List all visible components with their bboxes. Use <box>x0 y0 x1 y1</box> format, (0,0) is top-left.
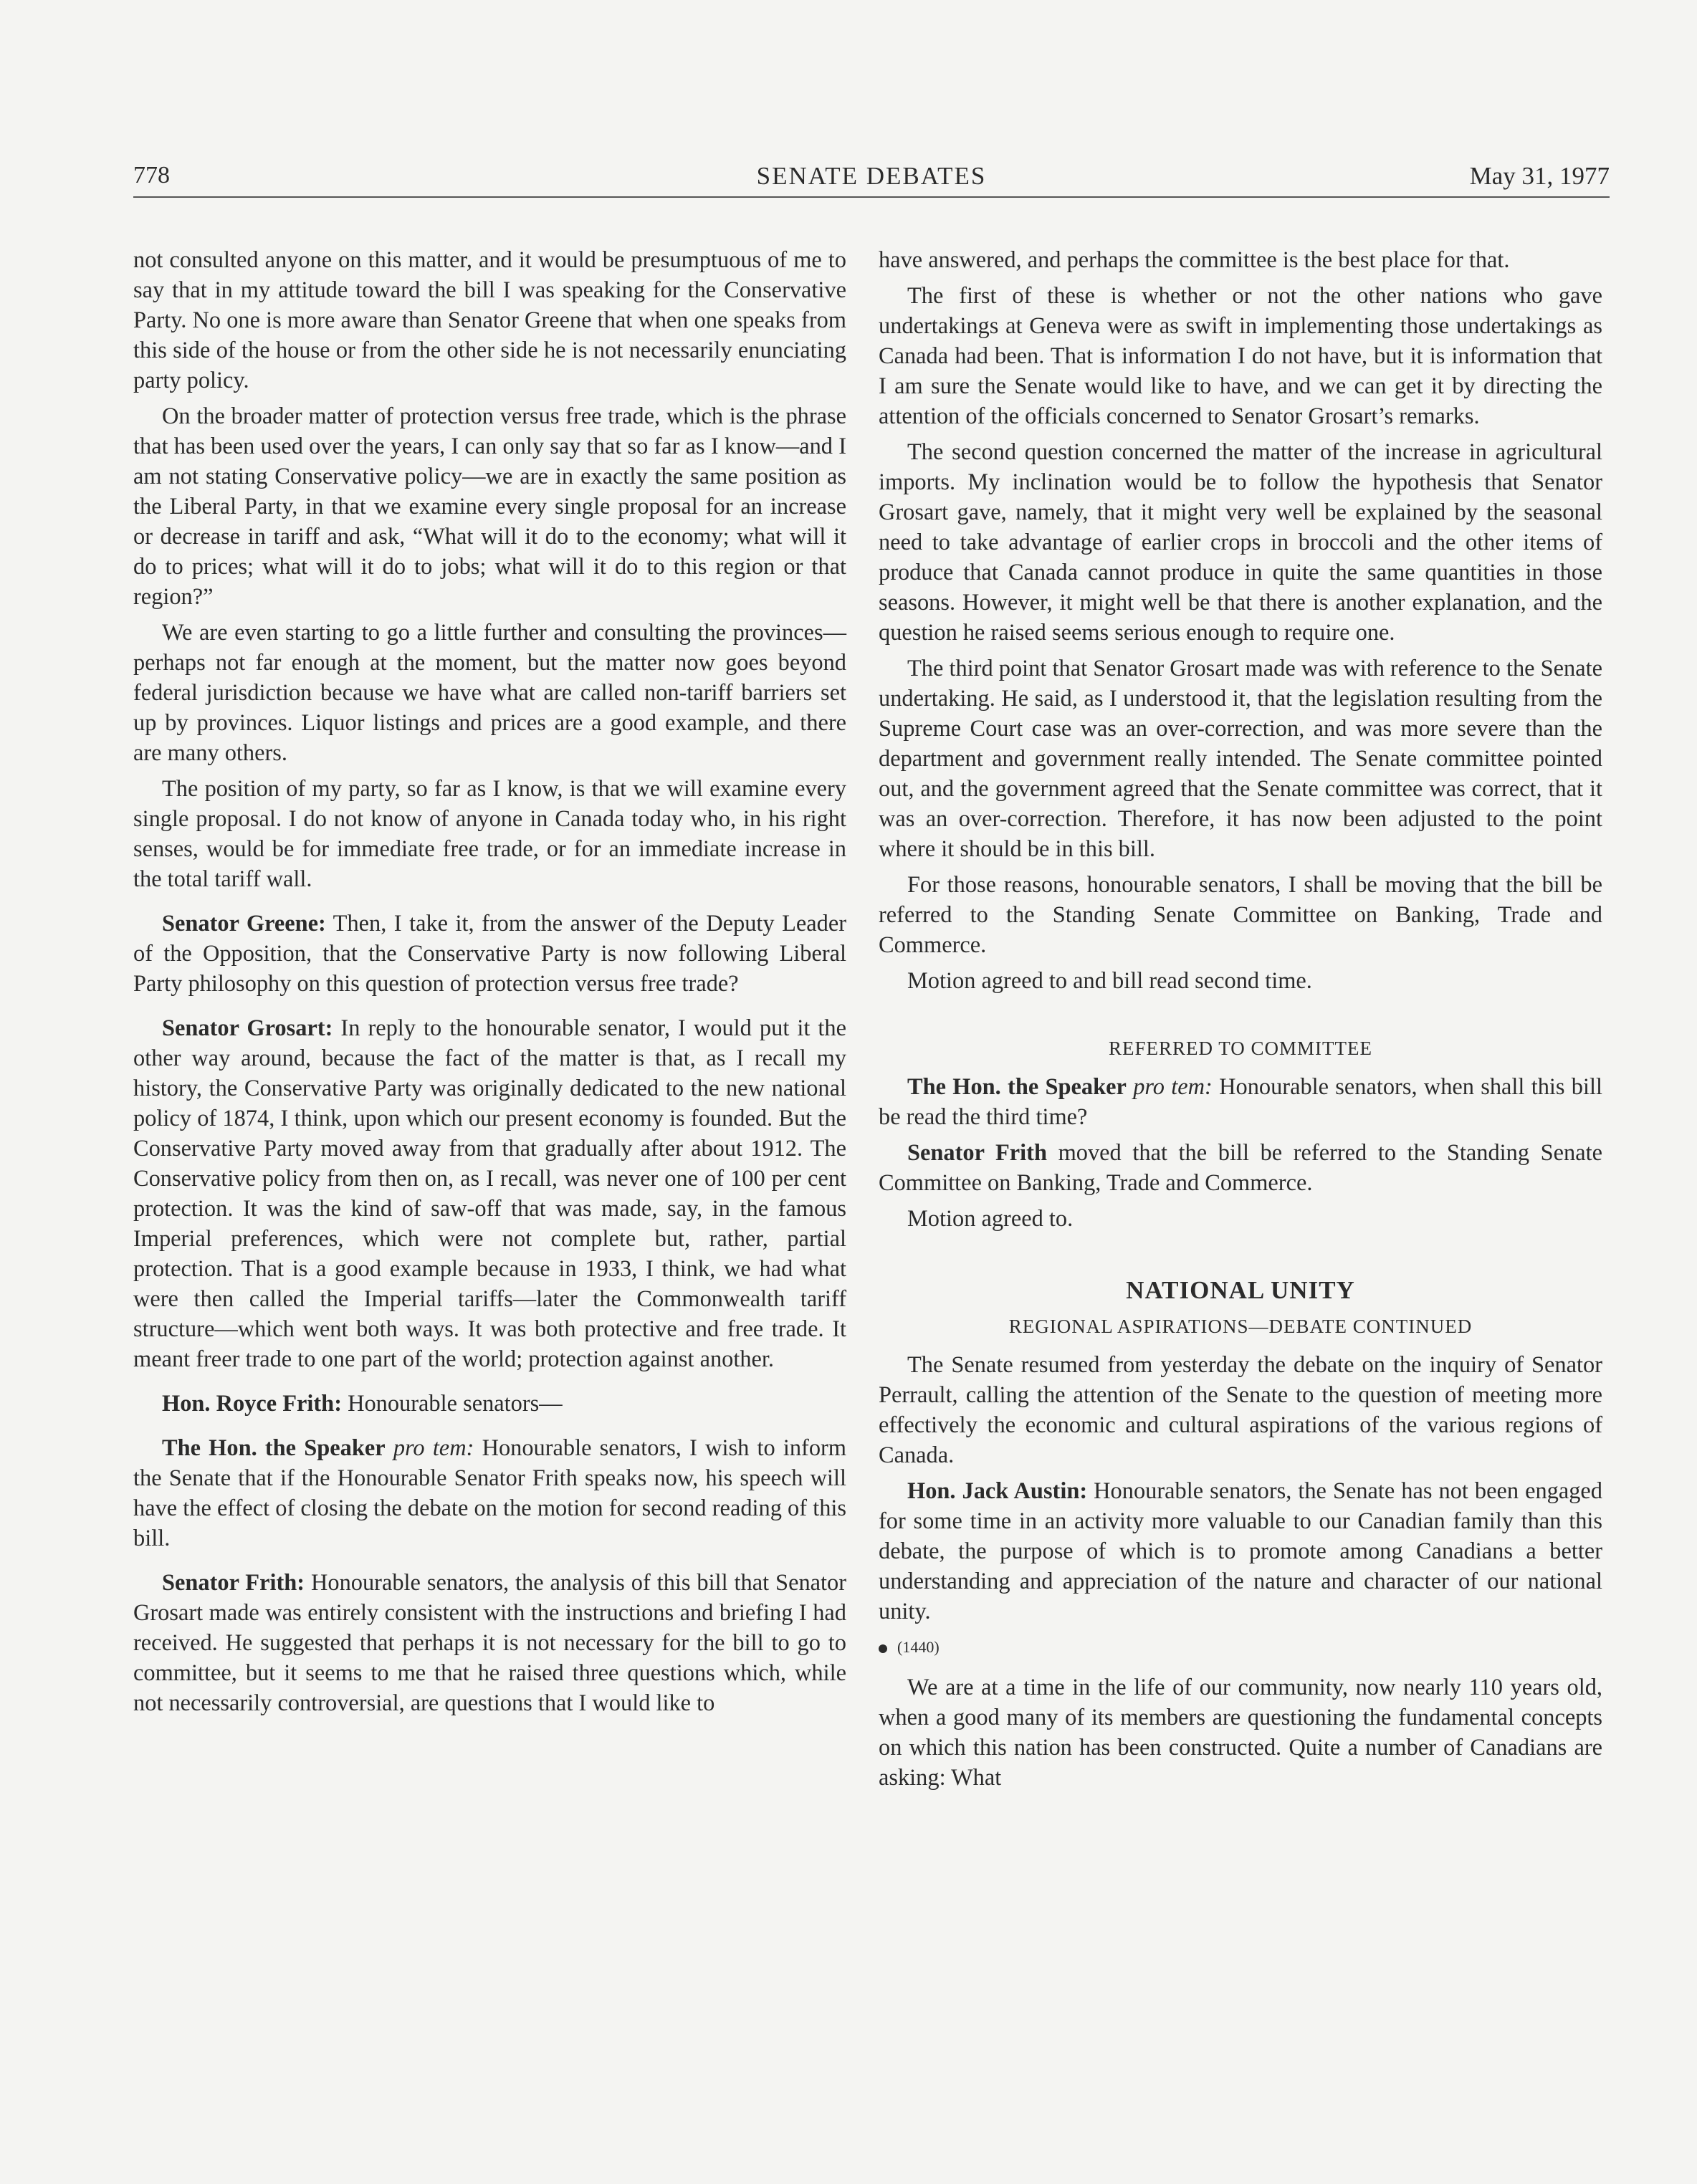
speaker-name: Hon. Royce Frith: <box>162 1391 342 1417</box>
section-subheading: REGIONAL ASPIRATIONS—DEBATE CONTINUED <box>1008 1316 1473 1337</box>
speech-text: Honourable senators— <box>341 1391 563 1417</box>
speaker-name: The Hon. the Speaker <box>162 1435 386 1461</box>
time-marker <box>879 1632 1602 1662</box>
paragraph: The position of my party, so far as I know, is that we will examine every single proposal. I do not know of anyone in Canada today who, in his right senses, would be for immediate free trade, or for an immediate increase in the total tariff wall. <box>133 776 846 892</box>
publication-title: SENATE DEBATES <box>756 162 987 190</box>
speech-paragraph <box>133 1389 846 1419</box>
paragraph: have answered, and perhaps the committee is the best place for that. <box>879 247 1510 273</box>
page-date: May 31, 1977 <box>1469 162 1610 190</box>
bullet-icon <box>879 1644 887 1653</box>
paragraph: Motion agreed to and bill read second time. <box>907 968 1312 994</box>
speech-text: Honourable senators, when shall this bill be read the third time? <box>879 1074 1602 1130</box>
speech-paragraph <box>133 909 846 999</box>
speaker-name: Hon. Jack Austin: <box>907 1478 1088 1504</box>
paragraph: We are even starting to go a little further and consulting the provinces—perhaps not far enough at the moment, but the matter now goes beyond federal jurisdiction because we have what are called non-tariff barriers set up by provinces. Liquor listings and prices are a good example, and there are many others. <box>133 620 846 766</box>
speaker-qualifier: pro tem: <box>393 1435 474 1461</box>
paragraph: not consulted anyone on this matter, and it would be presumptuous of me to say that in my attitude toward the bill I was speaking for the Conservative Party. No one is more aware than Senator Greene that when one speaks from this side of the house or from the other side he is not necessarily enunciating party policy. <box>133 247 846 393</box>
section-heading: NATIONAL UNITY <box>1126 1276 1355 1304</box>
speech-paragraph <box>133 1013 846 1374</box>
speech-text: Then, I take it, from the answer of the Deputy Leader of the Opposition, that the Conservative Party is now following Liberal Party philosophy on this question of protection versus free trade? <box>133 911 846 997</box>
speaker-name: Senator Grosart: <box>162 1015 333 1041</box>
speaker-name: The Hon. the Speaker <box>907 1074 1127 1100</box>
left-column <box>133 245 846 1724</box>
speech-text: Honourable senators, the Senate has not been engaged for some time in an activity more valuable to our Canadian family than this debate, the purpose of which is to promote among Canadians a better understanding and appreciation of the nature and character of our national unity. <box>879 1478 1602 1624</box>
right-column <box>879 245 1602 1799</box>
paragraph: For those reasons, honourable senators, I shall be moving that the bill be referred to the Standing Senate Committee on Banking, Trade and Commerce. <box>879 872 1602 958</box>
speaker-name: Senator Frith: <box>162 1570 305 1596</box>
paragraph: The second question concerned the matter of the increase in agricultural imports. My inclination would be to follow the hypothesis that Senator Grosart gave, namely, that it might very well be explained by the seasonal need to take advantage of earlier crops in broccoli and the other items of produce that Canada cannot produce in quite the same quantities in those seasons. However, it might well be that there is another explanation, and the question he raised seems serious enough to require one. <box>879 439 1602 646</box>
speech-text: Honourable senators, I wish to inform the Senate that if the Honourable Senator Frith speaks now, his speech will have the effect of closing the debate on the motion for second reading of this bill. <box>133 1435 846 1551</box>
paragraph: The first of these is whether or not the other nations who gave undertakings at Geneva were as swift in implementing those undertakings as Canada had been. That is information I do not have, but it is information that I am sure the Senate would like to have, and we can get it by directing the attention of the officials concerned to Senator Grosart’s remarks. <box>879 283 1602 429</box>
speech-paragraph <box>879 1072 1602 1132</box>
speech-paragraph <box>879 1476 1602 1627</box>
speaker-name: Senator Frith <box>907 1140 1047 1166</box>
paragraph: On the broader matter of protection versus free trade, which is the phrase that has been used over the years, I can only say that so far as I know—and I am not stating Conservative policy—we are in exactly the same position as the Liberal Party, in that we examine every single proposal for an increase or decrease in tariff and ask, “What will it do to the economy; what will it do to prices; what will it do to jobs; what will it do to this region or that region?” <box>133 403 846 610</box>
paragraph: The Senate resumed from yesterday the debate on the inquiry of Senator Perrault, calling the attention of the Senate to the question of meeting more effectively the economic and cultural aspirations of the various regions of Canada. <box>879 1352 1602 1468</box>
speech-paragraph <box>133 1568 846 1718</box>
speech-text: Honourable senators, the analysis of this bill that Senator Grosart made was entirely consistent with the instructions and briefing I had received. He suggested that perhaps it is not necessary for the bill to go to committee, but it seems to me that he raised three questions which, while not necessarily controversial, are questions that I would like to <box>133 1570 847 1716</box>
time-marker-text: (1440) <box>897 1638 940 1656</box>
page-header <box>133 162 1610 198</box>
speech-text: In reply to the honourable senator, I would put it the other way around, because the fact of the matter is that, as I recall my history, the Conservative Party was originally dedicated to the new national policy of 1874, I think, upon which our present economy is founded. But the Conservative Party moved away from that gradually after about 1912. The Conservative policy from then on, as I recall, was never one of 100 per cent protection. It was the kind of saw-off that was made, say, in the famous Imperial preferences, which were not complete but, rather, partial protection. That is a good example because in 1933, I think, we had what were then called the Imperial tariffs—later the Commonwealth tariff structure—which went both ways. It was both protective and free trade. It meant freer trade to one part of the world; protection against another. <box>133 1015 846 1372</box>
page-number: 778 <box>133 162 170 188</box>
speech-paragraph <box>879 1138 1602 1198</box>
speaker-name: Senator Greene: <box>162 911 326 937</box>
speech-text: moved that the bill be referred to the Standing Senate Committee on Banking, Trade and Commerce. <box>879 1140 1602 1196</box>
section-subheading: REFERRED TO COMMITTEE <box>1108 1038 1373 1059</box>
paragraph: The third point that Senator Grosart made was with reference to the Senate undertaking. He said, as I understood it, that the legislation resulting from the Supreme Court case was an over-correction, and was more severe than the department and government really intended. The Senate committee pointed out, and the government agreed that the Senate committee was correct, that it was an over-correction. Therefore, it has now been adjusted to the point where it should be in this bill. <box>879 656 1602 862</box>
speech-paragraph <box>133 1433 846 1553</box>
paragraph: We are at a time in the life of our community, now nearly 110 years old, when a good many of its members are questioning the fundamental concepts on which this nation has been constructed. Quite a number of Canadians are asking: What <box>879 1675 1602 1791</box>
paragraph: Motion agreed to. <box>907 1206 1074 1232</box>
speaker-qualifier: pro tem: <box>1133 1074 1213 1100</box>
